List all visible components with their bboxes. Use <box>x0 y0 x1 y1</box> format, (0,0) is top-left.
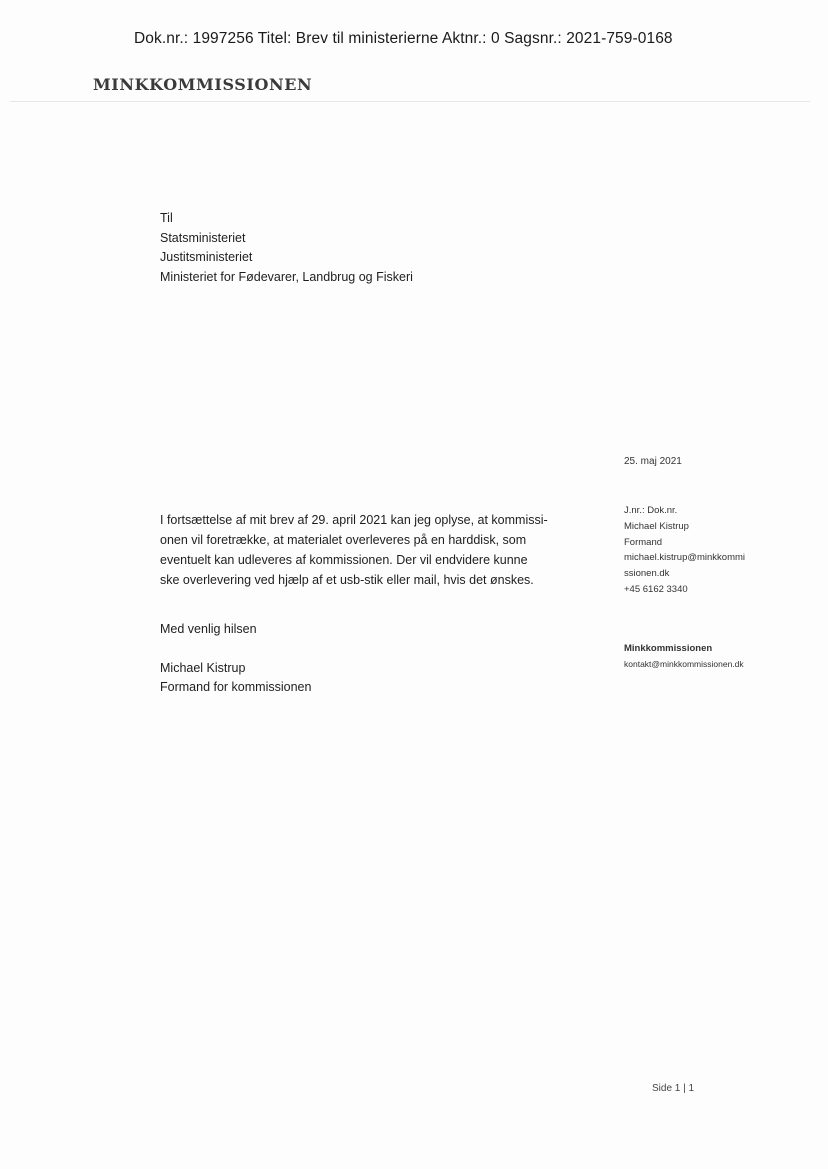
letter-body <box>160 510 580 590</box>
recipient-to-label: Til <box>160 211 173 225</box>
sender-email-continued: ssionen.dk <box>624 568 670 580</box>
logo: MINKKOMMISSIONEN <box>93 75 313 94</box>
header-divider <box>10 101 810 102</box>
recipient-line: Statsministeriet <box>160 230 246 245</box>
signature-block <box>160 659 311 697</box>
signature-name: Michael Kistrup <box>160 661 246 675</box>
sender-title: Formand <box>624 536 663 548</box>
recipient-block <box>160 209 413 287</box>
organization-block <box>624 641 744 672</box>
journal-number: J.nr.: Dok.nr. <box>624 505 678 516</box>
organization-name: Minkkommissionen <box>624 643 713 654</box>
closing-greeting: Med venlig hilsen <box>160 622 257 636</box>
sender-email: michael.kistrup@minkkommi <box>624 552 746 564</box>
sender-name: Michael Kistrup <box>624 520 689 532</box>
signature-title: Formand for kommissionen <box>160 680 312 694</box>
sender-sidebar <box>624 503 745 598</box>
letter-date: 25. maj 2021 <box>624 456 682 467</box>
recipient-line: Ministeriet for Fødevarer, Landbrug og Fiskeri <box>160 269 413 284</box>
sender-phone: +45 6162 3340 <box>624 583 688 595</box>
body-line: ske overlevering ved hjælp af et usb-stik eller mail, hvis det ønskes. <box>160 573 534 587</box>
recipient-line: Justitsministeriet <box>160 250 253 264</box>
body-line: eventuelt kan udleveres af kommissionen. Der vil endvidere kunne <box>160 553 528 567</box>
body-line: I fortsættelse af mit brev af 29. april 2021 kan jeg oplyse, at kommissi- <box>160 513 548 527</box>
page-number: Side 1 | 1 <box>652 1083 695 1094</box>
document-reference: Dok.nr.: 1997256 Titel: Brev til ministerierne Aktnr.: 0 Sagsnr.: 2021-759-0168 <box>134 30 673 47</box>
body-line: onen vil foretrække, at materialet overleveres på en harddisk, som <box>160 533 527 547</box>
organization-email: kontakt@minkkommissionen.dk <box>624 658 744 669</box>
